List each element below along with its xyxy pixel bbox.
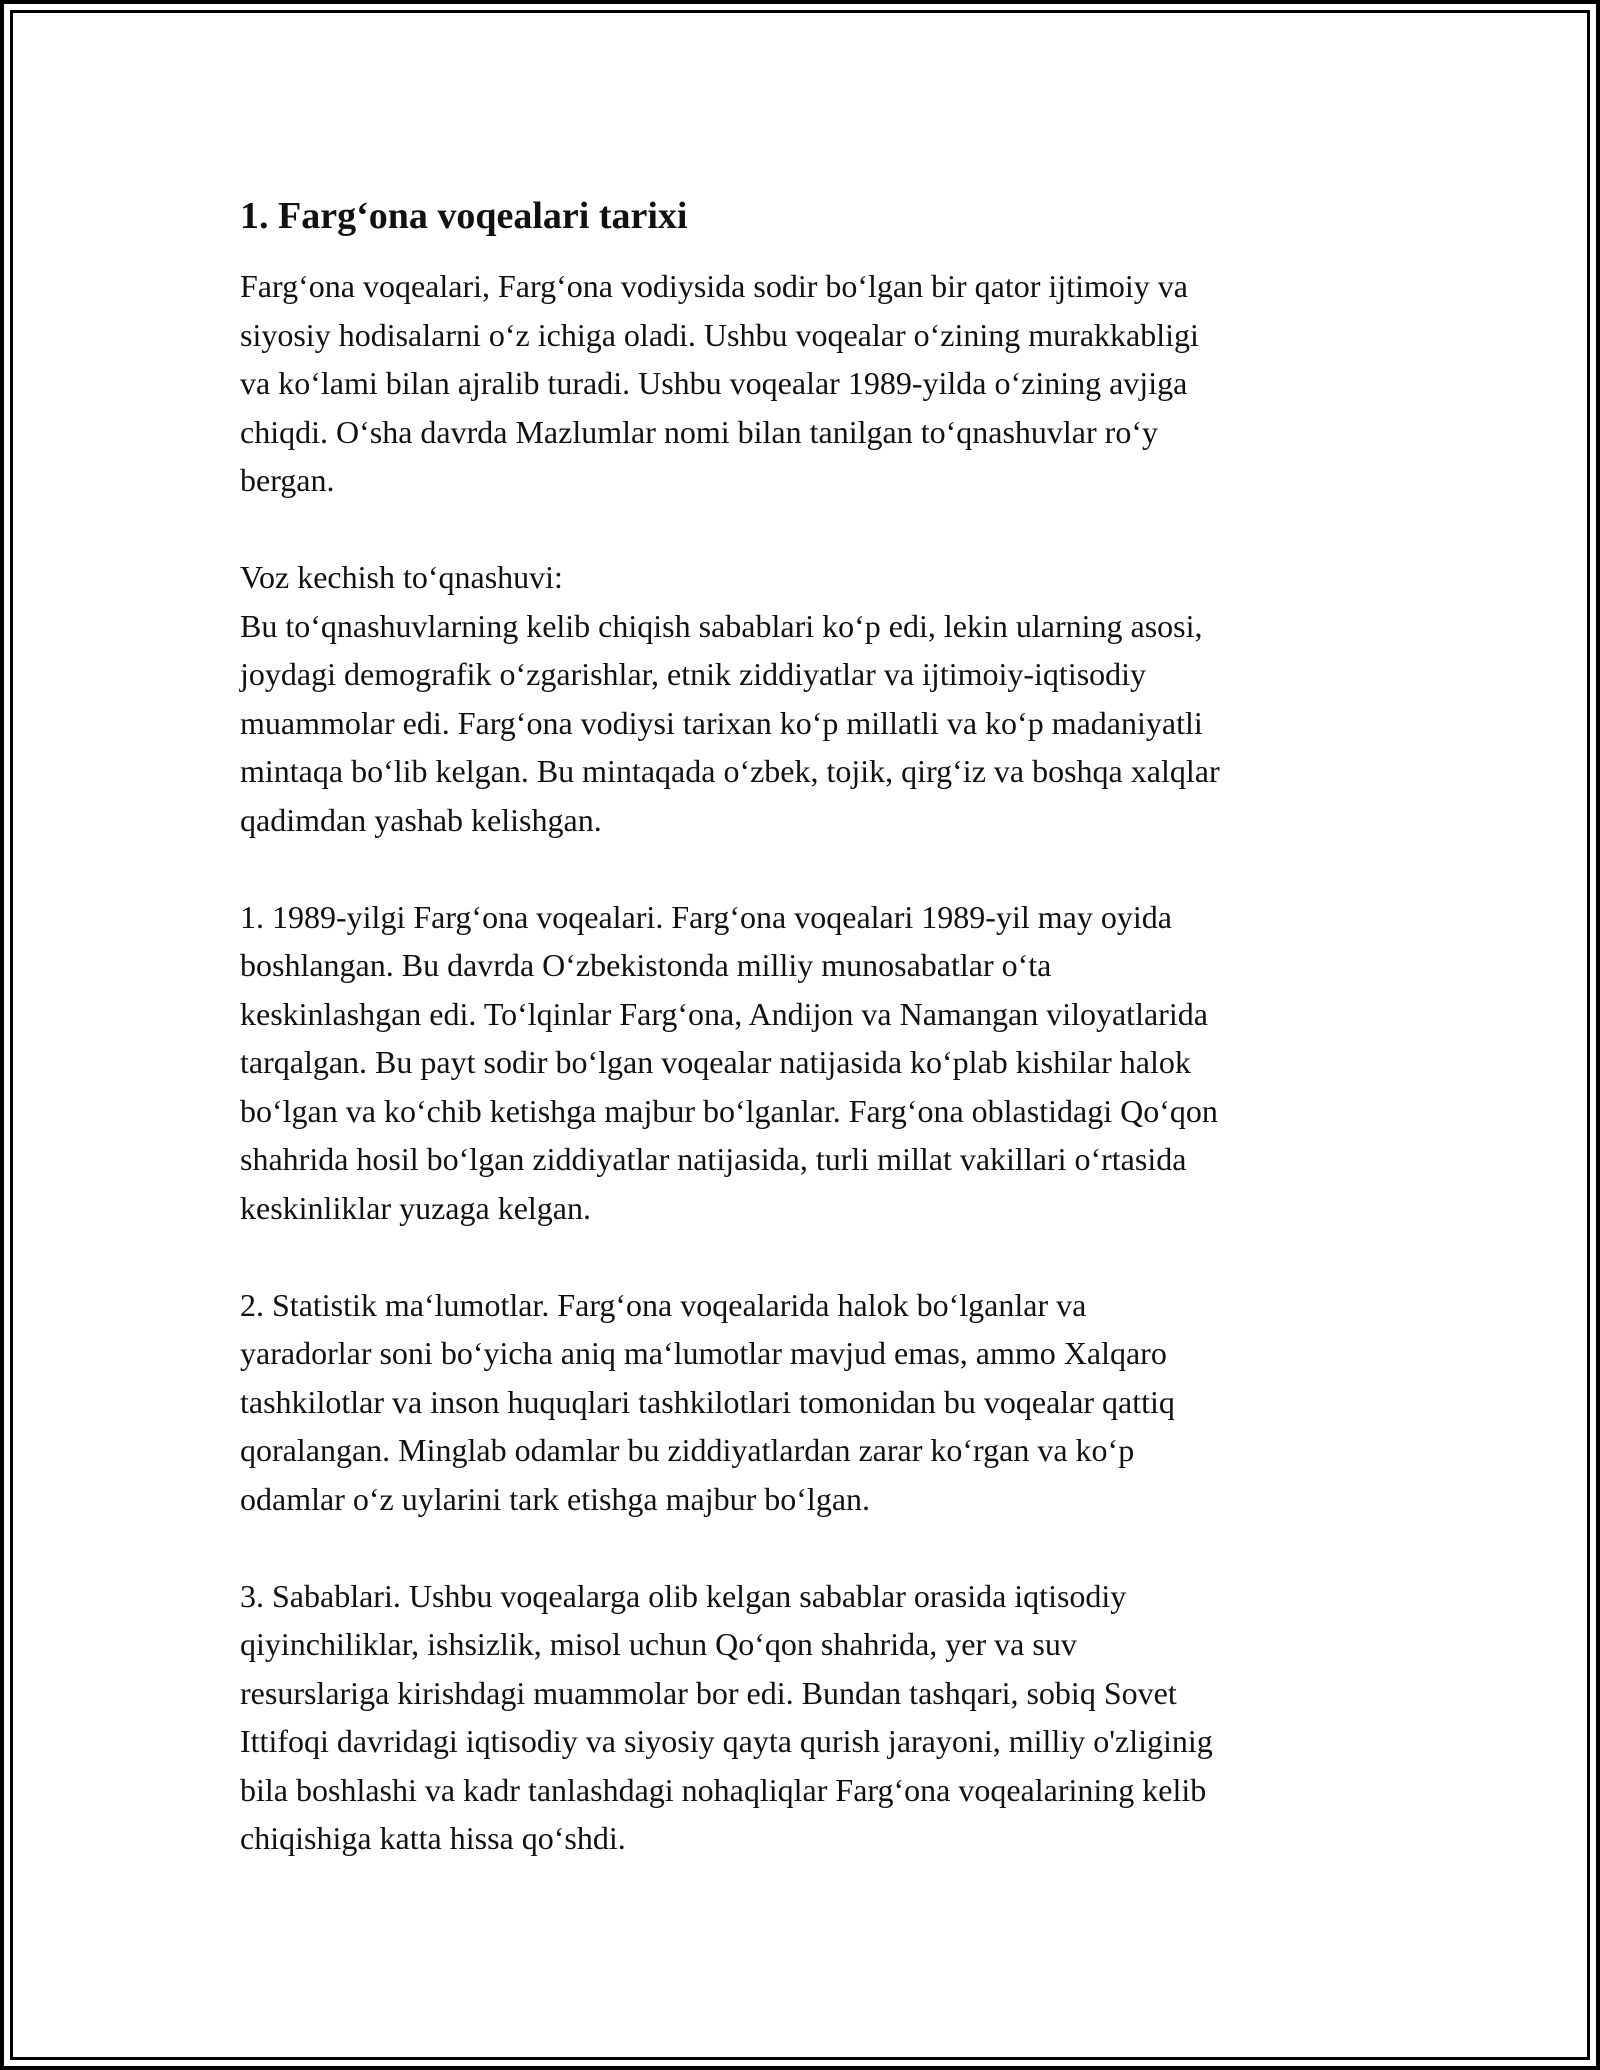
- paragraph-spacer: [240, 844, 1370, 893]
- document-body: [240, 192, 1370, 1863]
- paragraph-events-1989: 1. 1989-yilgi Farg‘ona voqealari. Farg‘ona voqealari 1989-yil may oyida boshlangan. Bu davrda O‘zbekistonda milliy munosabatlar o‘ta keskinlashgan edi. To‘lqinlar Farg‘ona, Andijon va Namangan viloyatlarida tarqalgan. Bu payt sodir bo‘lgan voqealar natijasida ko‘plab kishilar halok bo‘lgan va ko‘chib ketishga majbur bo‘lganlar. Farg‘ona oblastidagi Qo‘qon shahrida hosil bo‘lgan ziddiyatlar natijasida, turli millat vakillari o‘rtasida keskinliklar yuzaga kelgan.: [240, 898, 1218, 1226]
- paragraph-intro: Farg‘ona voqealari, Farg‘ona vodiysida sodir bo‘lgan bir qator ijtimoiy va siyosiy hodisalarni o‘z ichiga oladi. Ushbu voqealar o‘zining murakkabligi va ko‘lami bilan ajralib turadi. Ushbu voqealar 1989-yilda o‘zining avjiga chiqdi. O‘sha davrda Mazlumlar nomi bilan tanilgan to‘qnashuvlar ro‘y bergan.: [240, 268, 1199, 498]
- paragraph-statistics: 2. Statistik ma‘lumotlar. Farg‘ona voqealarida halok bo‘lganlar va yaradorlar soni bo‘yicha aniq ma‘lumotlar mavjud emas, ammo Xalqaro tashkilotlar va inson huquqlari tashkilotlari tomonidan bu voqealar qattiq qoralangan. Minglab odamlar bu ziddiyatlardan zarar ko‘rgan va ko‘p odamlar o‘z uylarini tark etishga majbur bo‘lgan.: [240, 1286, 1175, 1517]
- paragraph-spacer: [240, 1523, 1370, 1572]
- paragraph-spacer: [240, 1232, 1370, 1281]
- paragraph-spacer: [240, 505, 1370, 554]
- paragraph-causes: 3. Sabablari. Ushbu voqealarga olib kelgan sabablar orasida iqtisodiy qiyinchiliklar, ishsizlik, misol uchun Qo‘qon shahrida, yer va suv resurslariga kirishdagi muammolar bor edi. Bundan tashqari, sobiq Sovet Ittifoqi davridagi iqtisodiy va siyosiy qayta qurish jarayoni, milliy o'zliginig bila boshlashi va kadr tanlashdagi nohaqliqlar Farg‘ona voqealarining kelib chiqishiga katta hissa qo‘shdi.: [240, 1577, 1213, 1856]
- document-title: 1. Farg‘ona voqealari tarixi: [240, 195, 688, 237]
- paragraph-conflict: Voz kechish to‘qnashuvi: Bu to‘qnashuvlarning kelib chiqish sabablari ko‘p edi, lekin ularning asosi, joydagi demografik o‘zgarishlar, etnik ziddiyatlar va ijtimoiy-iqtisodiy muammolar edi. Farg‘ona vodiysi tarixan ko‘p millatli va ko‘p madaniyatli mintaqa bo‘lib kelgan. Bu mintaqada o‘zbek, tojik, qirg‘iz va boshqa xalqlar qadimdan yashab kelishgan.: [240, 559, 1220, 838]
